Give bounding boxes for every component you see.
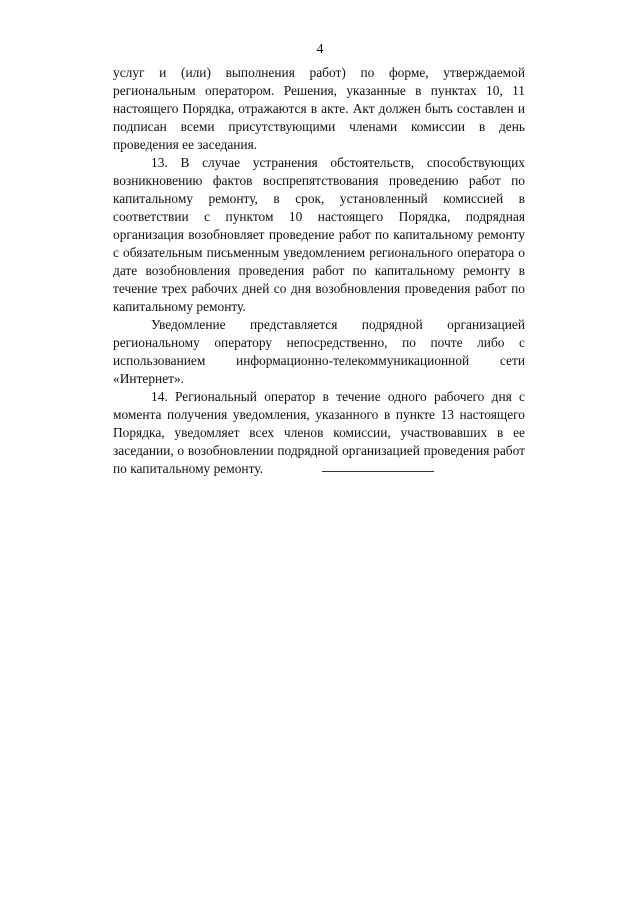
paragraph-notification: Уведомление представляется подрядной организацией региональному оператору непосредственно, по почте либо с использованием информационно-телекоммуникационной сети «Интернет». bbox=[113, 317, 525, 386]
paragraph-item-13: 13. В случае устранения обстоятельств, способствующих возникновению фактов воспрепятствования проведению работ по капитальному ремонту, в срок, установленный комиссией в соответствии с пунктом 10 настоящего Порядка, подрядная организация возобновляет проведение работ по капитальному ремонту с обязательным письменным уведомлением регионального оператора о дате возобновления проведения работ по капитальному ремонту в течение трех рабочих дней со дня возобновления проведения работ по капитальному ремонту. bbox=[113, 155, 525, 314]
page-number: 4 bbox=[316, 42, 324, 57]
end-divider bbox=[322, 471, 434, 472]
paragraph-continuation: услуг и (или) выполнения работ) по форме, утверждаемой региональным оператором. Решения, указанные в пунктах 10, 11 настоящего Порядка, отражаются в акте. Акт должен быть составлен и подписан всеми присутствующими членами комиссии в день проведения ее заседания. bbox=[113, 65, 525, 152]
document-body bbox=[113, 64, 525, 478]
paragraph-item-14: 14. Региональный оператор в течение одного рабочего дня с момента получения уведомления, указанного в пункте 13 настоящего Порядка, уведомляет всех членов комиссии, участвовавших в ее заседании, о возобновлении подрядной организацией проведения работ по капитальному ремонту. bbox=[113, 389, 525, 476]
